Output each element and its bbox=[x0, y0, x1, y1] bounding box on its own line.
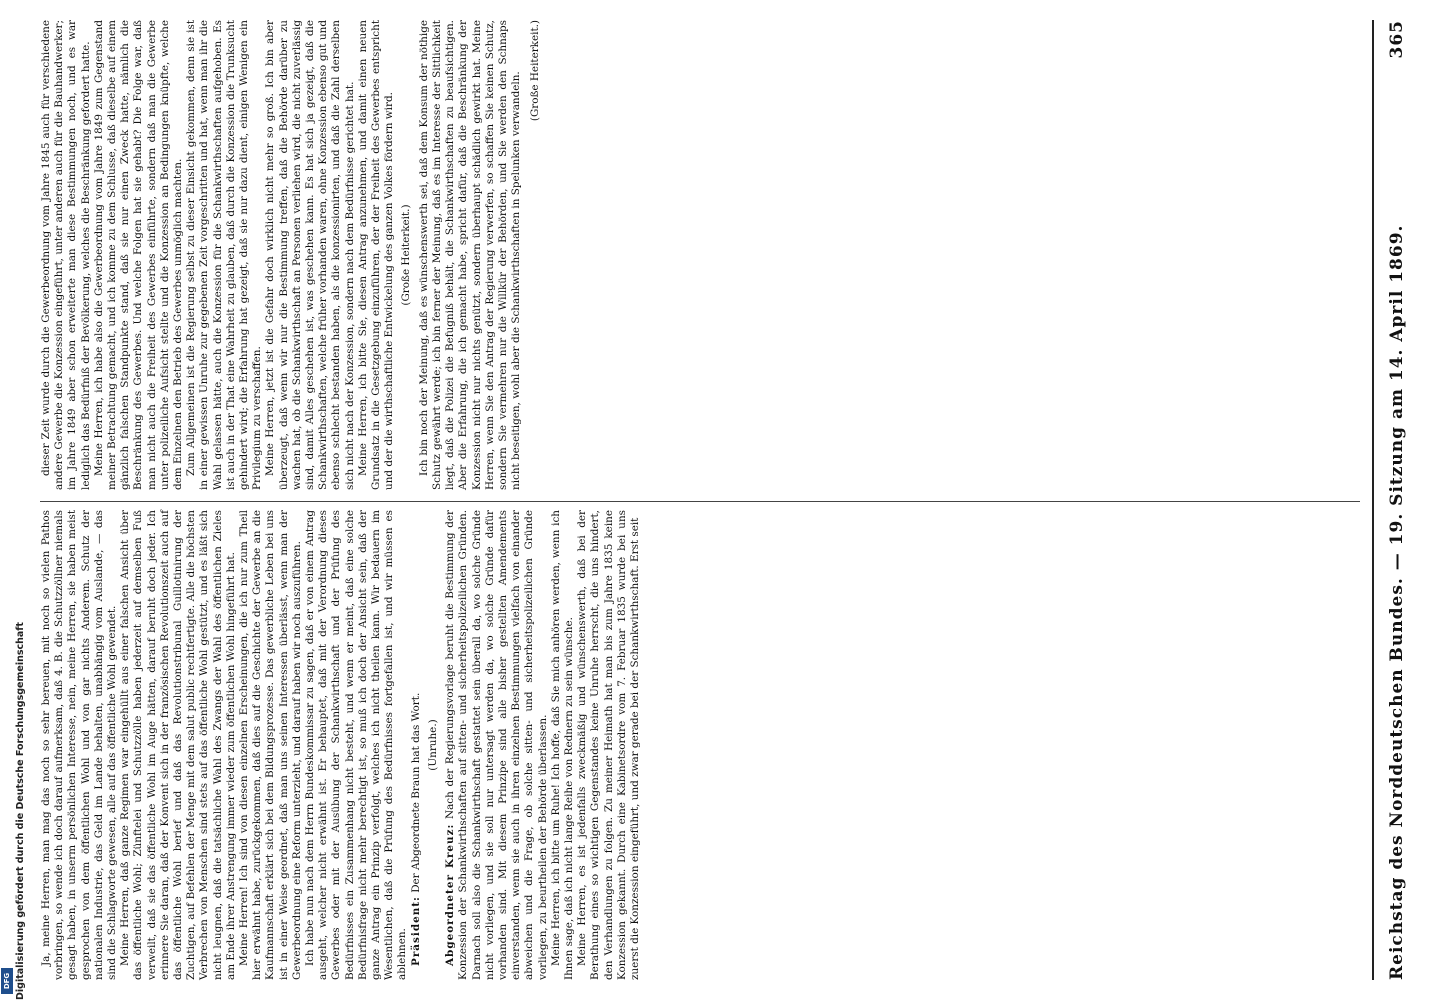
dfg-logo: DFG bbox=[1, 968, 13, 994]
running-title: Reichstag des Norddeutschen Bundes. — 19. Sitzung am 14. April 1869. bbox=[1387, 224, 1407, 980]
stage-direction: (Große Heiterkeit.) bbox=[400, 204, 413, 306]
paragraph: Ja, meine Herren, man mag das noch so sehr bereuen, mit noch so vielen Pathos vorbringen, so wende ich doch darauf aufmerksam, daß 4. B. die Schutzzöllner niemals gesagt haben, in unserm persönlichen Interesse, nein, meine Herren, sie haben meist gesprochen von dem öffentlichen Wohl und von gar nichts Anderem. Schutz der nationalen Industrie, das Geld im Lande behalten, unabhängig vom Auslande, — das sind die Schlagworte gewesen, alle auf das öffentliche Wohl gewendet. bbox=[40, 510, 119, 980]
speech-text: Nach der Regierungsvorlage beruht die Bestimmung der Konzession der Schankwirthschaften auf sitten- und sicherheitspolizeilichen Gründen. Darnach soll also die Schankwirthschaft gestattet sein überall da, wo solche Gründe nicht vorliegen, und sie soll nur untersagt werden da, wo solche Gründe dafür vorhanden sind. Mit diesem Prinzipe sind alle bisher gestellten Amendements einverstanden, wenn sie auch in ihren einzelnen Bestimmungen vielfach von einander abweichen und die Frage, ob solche sitten- und sicherheitspolizeilichen Gründe vorliegen, zu beurtheilen der Behörde überlassen. bbox=[444, 509, 549, 980]
paragraph: Meine Herren, ich bitte Sie, diesen Antrag anzunehmen, und damit einen neuen Grundsatz in die Gesetzgebung einzuführen, der der Freiheit des Gewerbes entspricht und der die wirthschaftliche Entwickelung des ganzen Volkes fördern wird. bbox=[356, 20, 396, 490]
paragraph: dieser Zeit wurde durch die Gewerbeordnung vom Jahre 1845 auch für verschiedene andere Gewerbe die Konzession eingeführt, unter anderen auch für die Bauhandwerker; im Jahre 1849 aber schon erweiterte man diese Bestimmungen noch, und es war lediglich das Bedürfniß der Bevölkerung, welches die Beschränkung gefordert hatte. bbox=[40, 20, 92, 490]
paragraph: Zum Allgemeinen ist die Regierung selbst zu dieser Einsicht gekommen, denn sie ist in einer gewissen Unruhe zur gegebenen Zeit vorgeschritten und hat, wenn man ihr die Wahl gelassen hätte, auch die Konzession für die Schankwirthschaften aufgehoben. Es ist auch in der That eine Wahrheit zu glauben, daß durch die Konzession die Trunksucht gehindert wird; die Erfahrung hat gezeigt, daß sie nur dazu dient, einigen Wenigen ein Privilegium zu verschaffen. bbox=[185, 20, 264, 490]
stage-direction: (Unruhe.) bbox=[426, 719, 439, 771]
paragraph: Meine Herren! Ich sind von diesen einzelnen Erscheinungen, die ich nur zum Theil hier erwähnt habe, zurückgekommen, daß dies auf die Geschichte der Gewerbe an die Kaufmannschaft erklärt sich bei dem Bildungsprozesse. Das gewerbliche Leben bei uns ist in einer Weise geordnet, daß man uns seinen Interessen überlässt, wenn man der Gewerbeordnung eine Reform unterzieht, und darauf haben wir noch auszuführen. bbox=[238, 510, 303, 980]
paragraph: Meine Herren, ich bitte um Ruhe! Ich hoffe, daß Sie mich anhören werden, wenn ich Ihnen sage, daß ich nicht lange Reihe von Rednern zu sein wünsche. bbox=[549, 510, 575, 980]
digitization-credit: Digitalisierung gefördert durch die Deutsche Forschungsgemeinschaft bbox=[15, 622, 26, 1000]
speaker-paragraph bbox=[410, 510, 423, 980]
page-header bbox=[1380, 20, 1414, 980]
column-divider bbox=[40, 501, 1360, 502]
stage-direction: (Große Heiterkeit.) bbox=[529, 20, 542, 122]
paragraph: Meine Herren, daß ganze Regimen war eingehüllt aus einer falschen Ansicht über das öffentliche Wohl; Zünftelei und Schutzzölle haben jederzeit auf demselben Fuß verweilt, daß sie das öffentliche Wohl im Auge hätten, darauf beruht doch jeder. Ich erinnere Sie daran, daß der Konvent sich in der französischen Revolutionszeit auch auf das öffentliche Wohl berief und daß das Revolutionstribunal Guillotinirung der Zuchtigen, auf Befehlen der Menge mit dem salut public rechtfertigte. Alle die höchsten Verbrechen von Menschen sind stets auf das öffentliche Wohl gestützt, und es läßt sich nicht leugnen, daß die tatsächliche Wahl des Zwangs der Wahl des öffentlichen Zieles am Ende ihrer Anstrengung immer wieder zum öffentlichen Wohl hingeführt hat. bbox=[119, 510, 237, 980]
page-number: 365 bbox=[1387, 20, 1407, 59]
paragraph: Ich bin noch der Meinung, daß es wünschenswerth sei, daß dem Konsum der nöthige Schutz gewährt werde; ich bin ferner der Meinung, daß es im Interesse der Sittlichkeit liegt, daß die Polizei die Befugniß behält, die Schankwirthschaften zu beaufsichtigen. Aber die Erfahrung, die ich gemacht habe, spricht dafür, daß die Beschränkung der Konzession nicht nur nichts genützt, sondern überhaupt schädlich gewirkt hat. Meine Herren, wenn Sie den Antrag der Regierung verwerfen, so schaffen Sie keinen Schutz, sondern Sie vermehren nur die Willkür der Behörden, und Sie werden den Schnaps nicht beseitigen, wohl aber die Schankwirthschaften in Spelunken verwandeln. bbox=[417, 20, 523, 490]
speaker-name: Abgeordneter Kreuz: bbox=[444, 823, 457, 966]
speaker-name: Präsident: bbox=[409, 896, 422, 966]
text-column-left bbox=[40, 510, 1360, 980]
paragraph: Meine Herren, es ist jedenfalls zweckmäßig und wünschenswerth, daß bei der Berathung eines so wichtigen Gegenstandes keine Unruhe herrscht, die uns hindert, den Verhandlungen zu folgen. Zu meiner Heimath hat man bis zum Jahre 1835 keine Konzession gekannt. Durch eine Kabinetsordre vom 7. Februar 1835 wurde bei uns zuerst die Konzession eingeführt, und zwar gerade bei der Schankwirthschaft. Erst seit bbox=[576, 510, 641, 980]
speech-text: Der Abgeordnete Braun hat das Wort. bbox=[409, 692, 422, 897]
paragraph: Ich habe nun nach dem Herrn Bundeskommissar zu sagen, daß er von einem Antrag ausgeht, welcher nicht erwähnt ist. Er behauptet, daß mit der Verordnung dieses Gewerbes oder mit der Ausübung der Schankwirthschaft und der Prüfung des Bedürfnisses ein Zusammenhang nicht besteht, und wenn er meint, daß eine solche Bedürfnisfrage nicht mehr berechtigt ist, so muß ich doch der Ansicht sein, daß der ganze Antrag ein Prinzip verfolgt, welches ich nicht theilen kann. Wir bedauern im Wesentlichen, daß die Prüfung des Bedürfnisses fortgefallen ist, und wir müssen es ablehnen. bbox=[304, 510, 409, 980]
header-rule bbox=[1372, 20, 1374, 980]
speaker-paragraph bbox=[444, 510, 550, 980]
paragraph: Meine Herren, ich habe also die Gewerbeordnung vom Jahre 1849 zum Gegenstand meiner Betrachtung gemacht, und ich komme zu dem Schlusse, daß dieselbe auf einem gänzlich falschen Standpunkte stand, daß sie nur einen Zweck hatte, nämlich die Beschränkung des Gewerbes. Und welche Folgen hat sie gehabt? Die Folge war, daß man nicht auch die Freiheit des Gewerbes einführte, sondern daß man die Gewerbe unter polizeiliche Aufsicht stellte und die Konzession an Bedingungen knüpfte, welche dem Einzelnen den Betrieb des Gewerbes unmöglich machten. bbox=[92, 20, 185, 490]
paragraph: Meine Herren, jetzt ist die Gefahr doch wirklich nicht mehr so groß. Ich bin aber überzeugt, daß wenn wir nur die Bestimmung treffen, daß die Behörde darüber zu wachen hat, ob die Schankwirthschaft an Personen verliehen wird, die nicht zuverlässig sind, damit Alles geschehen ist, was geschehen kann. Es hat sich ja gezeigt, daß die Schankwirthschaften, welche früher vorhanden waren, ohne Konzession ebenso gut und ebenso schlecht bestanden haben, als die konzessionirten, und daß die Zahl derselben sich nicht nach der Konzession, sondern nach dem Bedürfnisse gerichtet hat. bbox=[264, 20, 356, 490]
text-column-right bbox=[40, 20, 1360, 490]
